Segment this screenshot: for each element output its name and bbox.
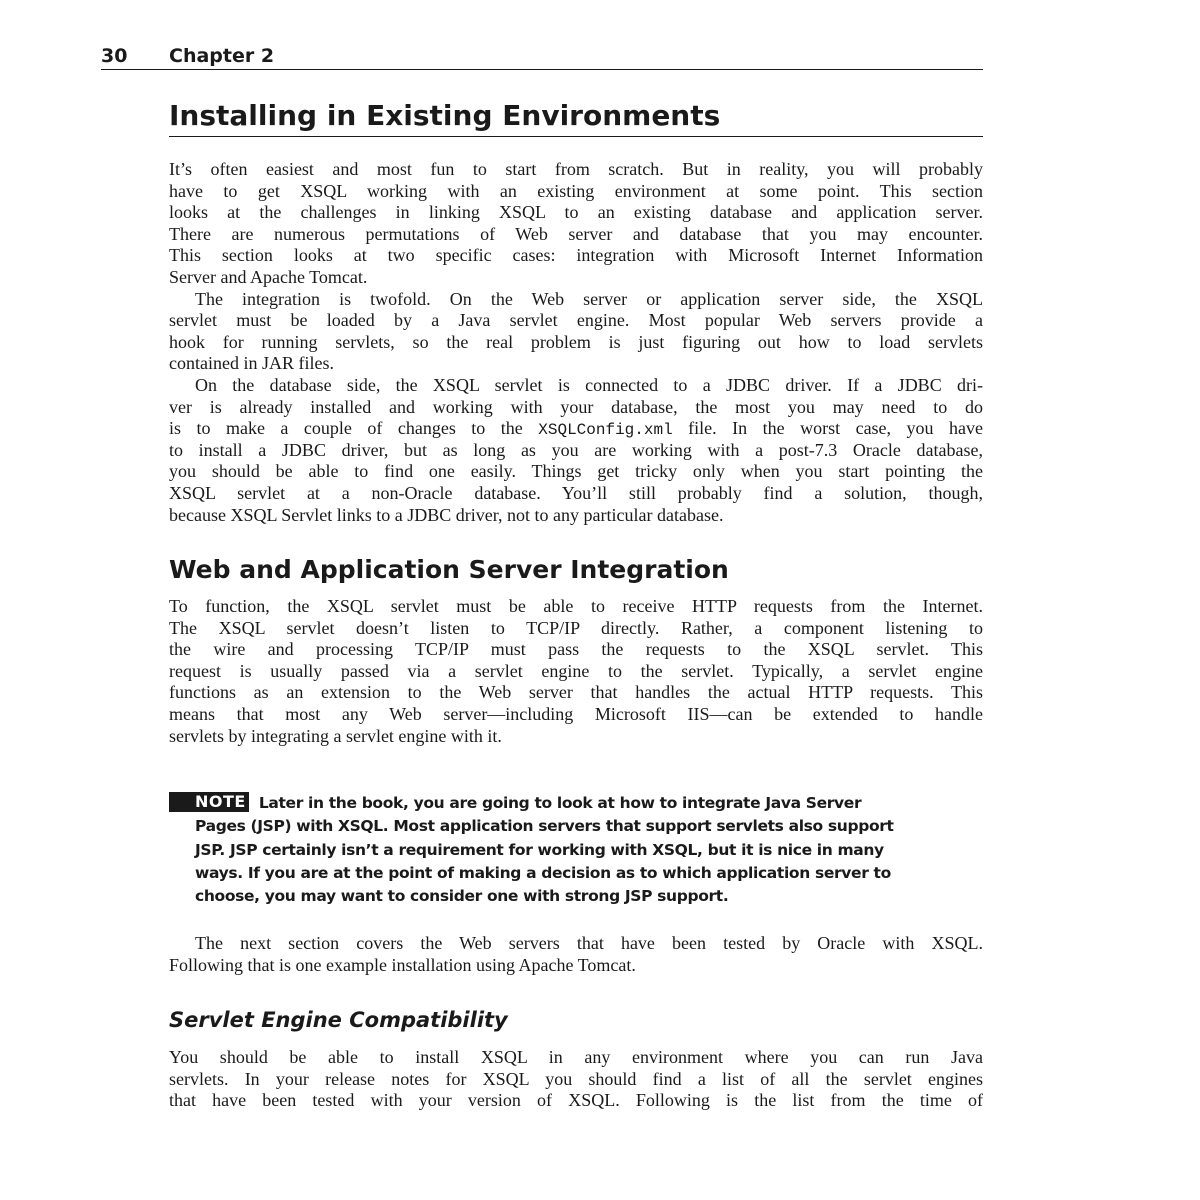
text-line: XSQL servlet at a non-Oracle database. You’ll still probably find a solution, though, xyxy=(169,482,983,503)
chapter-label: Chapter 2 xyxy=(169,45,275,67)
section-heading-web-app-server: Web and Application Server Integration xyxy=(169,555,729,584)
text-line: servlets. In your release notes for XSQL you should find a list of all the servlet engines xyxy=(169,1068,983,1089)
note-box xyxy=(169,792,969,908)
text-line: the wire and processing TCP/IP must pass the requests to the XSQL servlet. This xyxy=(169,639,983,660)
note-line: Pages (JSP) with XSQL. Most application servers that support servlets also support xyxy=(195,817,894,836)
text-line: functions as an extension to the Web server that handles the actual HTTP requests. This xyxy=(169,682,983,703)
text-line: have to get XSQL working with an existing environment at some point. This section xyxy=(169,180,983,201)
page-number: 30 xyxy=(101,45,128,67)
text-line: to install a JDBC driver, but as long as you are working with a post-7.3 Oracle database, xyxy=(169,439,983,460)
text-line: The integration is twofold. On the Web server or application server side, the XSQL xyxy=(195,288,983,309)
paragraph-after-note xyxy=(169,933,983,976)
note-line xyxy=(169,792,969,815)
text-line: There are numerous permutations of Web server and database that you may encounter. xyxy=(169,223,983,244)
text-line: because XSQL Servlet links to a JDBC driver, not to any particular database. xyxy=(169,504,724,525)
text-line: request is usually passed via a servlet engine to the servlet. Typically, a servlet engine xyxy=(169,660,983,681)
running-header xyxy=(101,43,983,70)
subsection-heading-servlet-engine: Servlet Engine Compatibility xyxy=(169,1008,508,1032)
note-line: JSP. JSP certainly isn’t a requirement for working with XSQL, but it is nice in many xyxy=(195,840,884,859)
text-line: looks at the challenges in linking XSQL to an existing database and application server. xyxy=(169,202,983,223)
section-body-web-app-server xyxy=(169,596,983,747)
text-line: servlets by integrating a servlet engine with it. xyxy=(169,725,502,746)
text-line: On the database side, the XSQL servlet is connected to a JDBC driver. If a JDBC dri- xyxy=(195,374,983,395)
text-fragment: is to make a couple of changes to the xyxy=(169,418,539,439)
text-line: contained in JAR files. xyxy=(169,353,334,374)
text-line: Following that is one example installation using Apache Tomcat. xyxy=(169,954,636,975)
config-filename: XSQLConfig.xml xyxy=(538,421,673,440)
note-line: choose, you may want to consider one with strong JSP support. xyxy=(195,887,729,906)
subsection-body-servlet-engine xyxy=(169,1047,983,1112)
text-line-with-code xyxy=(169,418,983,440)
note-badge: NOTE xyxy=(169,792,249,812)
text-line: hook for running servlets, so the real problem is just figuring out how to load servlets xyxy=(169,331,983,352)
note-line: ways. If you are at the point of making a decision as to which application server to xyxy=(195,863,891,882)
text-line: that have been tested with your version of XSQL. Following is the list from the time of xyxy=(169,1090,983,1111)
text-line: This section looks at two specific cases: integration with Microsoft Internet Information xyxy=(169,245,983,266)
text-line: The XSQL servlet doesn’t listen to TCP/IP directly. Rather, a component listening to xyxy=(169,617,983,638)
section-heading-installing: Installing in Existing Environments xyxy=(169,96,983,137)
text-fragment: file. In the worst case, you have xyxy=(672,418,983,439)
text-line: It’s often easiest and most fun to start from scratch. But in reality, you will probably xyxy=(169,159,983,179)
text-line: ver is already installed and working with your database, the most you may need to do xyxy=(169,396,983,417)
text-line: Server and Apache Tomcat. xyxy=(169,266,368,287)
text-line: means that most any Web server—including Microsoft IIS—can be extended to handle xyxy=(169,703,983,724)
note-text: Later in the book, you are going to look at how to integrate Java Server xyxy=(258,794,862,812)
text-line: you should be able to find one easily. Things get tricky only when you start pointing the xyxy=(169,461,983,482)
text-line: servlet must be loaded by a Java servlet engine. Most popular Web servers provide a xyxy=(169,310,983,331)
section-body-installing xyxy=(169,159,983,526)
text-line: You should be able to install XSQL in any environment where you can run Java xyxy=(169,1047,983,1067)
text-line: To function, the XSQL servlet must be able to receive HTTP requests from the Internet. xyxy=(169,596,983,616)
text-line: The next section covers the Web servers that have been tested by Oracle with XSQL. xyxy=(195,933,983,953)
